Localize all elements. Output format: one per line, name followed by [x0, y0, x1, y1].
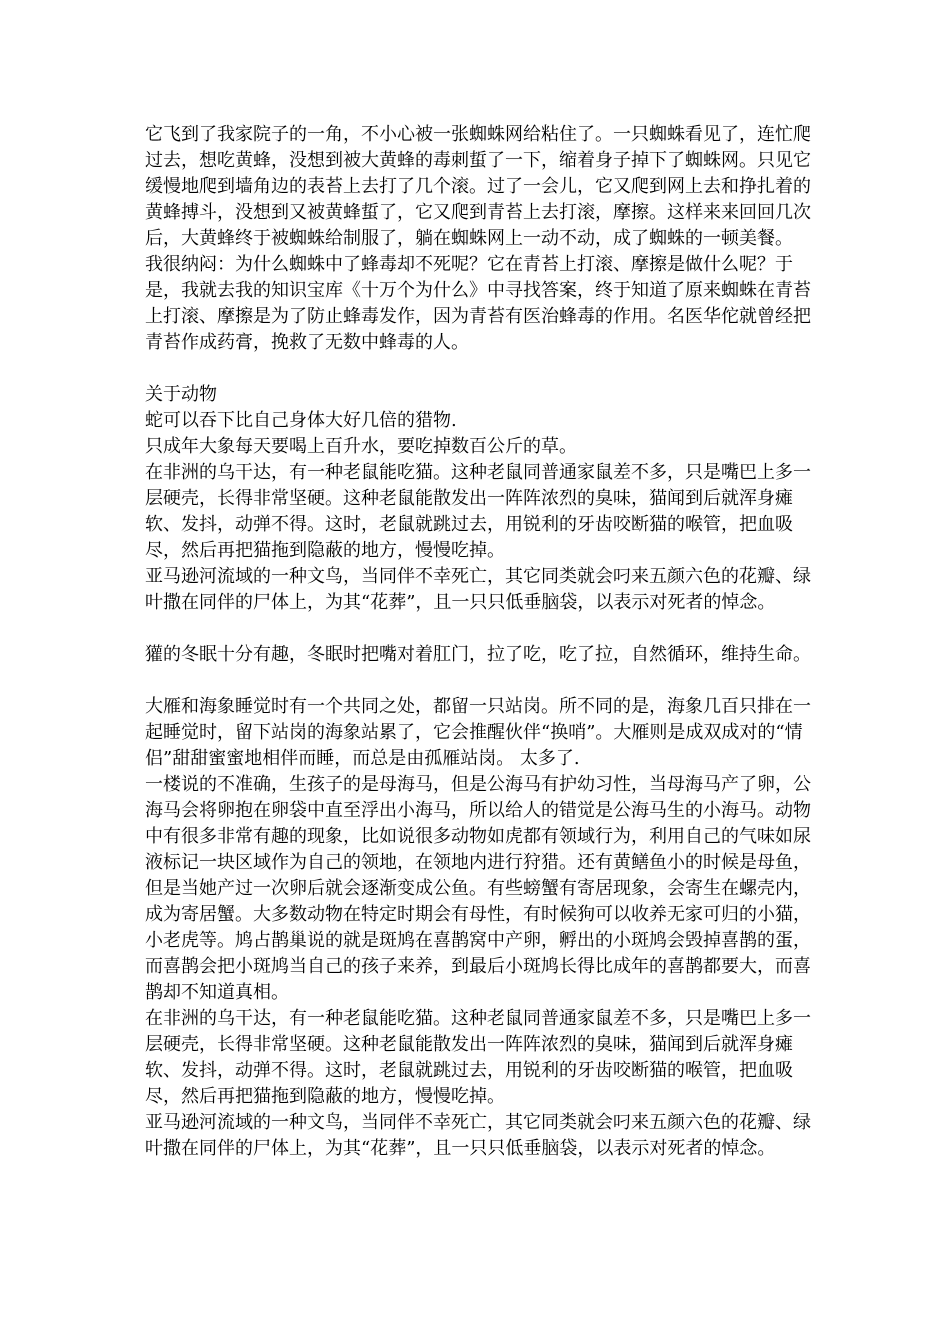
paragraph-spider-moss-explanation: 我很纳闷：为什么蜘蛛中了蜂毒却不死呢？它在青苔上打滚、摩擦是做什么呢？于是，我就去我的知识宝库《十万个为什么》中寻找答案，终于知道了原来蜘蛛在青苔上打滚、摩擦是为了防止蜂毒发作，因为青苔有医治蜂毒的作用。名医华佗就曾经把青苔作成药膏，挽救了无数中蜂毒的人。 — [145, 254, 811, 353]
paragraph-cat-eating-mouse-repeat: 在非洲的乌干达，有一种老鼠能吃猫。这种老鼠同普通家鼠差不多，只是嘴巴上多一层硬壳，长得非常坚硬。这种老鼠能散发出一阵阵浓烈的臭味，猫闻到后就浑身瘫软、发抖，动弹不得。这时，老鼠就跳过去，用锐利的牙齿咬断猫的喉管，把血吸尽，然后再把猫拖到隐蔽的地方，慢慢吃掉。 — [145, 1008, 811, 1107]
blank-line — [145, 356, 811, 382]
section-heading-about-animals: 关于动物 — [145, 384, 217, 405]
paragraph-waxbill-flower-funeral-repeat: 亚马逊河流域的一种文鸟，当同伴不幸死亡，其它同类就会叼来五颜六色的花瓣、绿叶撒在同伴的尸体上，为其“花葬”，且一只只低垂脑袋，以表示对死者的悼念。 — [145, 1112, 811, 1159]
paragraph-badger-hibernation: 獾的冬眠十分有趣，冬眠时把嘴对着肛门，拉了吃，吃了拉，自然循环，维持生命。 — [145, 644, 811, 665]
paragraph-elephant-fact: 只成年大象每天要喝上百升水，要吃掉数百公斤的草。 — [145, 436, 577, 457]
paragraph-cat-eating-mouse: 在非洲的乌干达，有一种老鼠能吃猫。这种老鼠同普通家鼠差不多，只是嘴巴上多一层硬壳，长得非常坚硬。这种老鼠能散发出一阵阵浓烈的臭味，猫闻到后就浑身瘫软、发抖，动弹不得。这时，老鼠就跳过去，用锐利的牙齿咬断猫的喉管，把血吸尽，然后再把猫拖到隐蔽的地方，慢慢吃掉。 — [145, 462, 811, 561]
blank-line — [145, 616, 811, 642]
paragraph-geese-walrus-sentry: 大雁和海象睡觉时有一个共同之处，都留一只站岗。所不同的是，海象几百只排在一起睡觉时，留下站岗的海象站累了，它会推醒伙伴“换哨”。大雁则是成双成对的“情侣”甜甜蜜蜜地相伴而睡，而总是由孤雁站岗。 太多了. — [145, 696, 811, 769]
blank-line — [145, 668, 811, 694]
paragraph-snake-fact: 蛇可以吞下比自己身体大好几倍的猎物. — [145, 410, 457, 431]
paragraph-seahorse-and-animal-facts: 一楼说的不准确，生孩子的是母海马，但是公海马有护幼习性，当母海马产了卵，公海马会将卵抱在卵袋中直至浮出小海马，所以给人的错觉是公海马生的小海马。动物中有很多非常有趣的现象，比如说很多动物如虎都有领域行为，利用自己的气味如尿液标记一块区域作为自己的领地，在领地内进行狩猎。还有黄鳝鱼小的时候是母鱼，但是当她产过一次卵后就会逐渐变成公鱼。有些螃蟹有寄居现象，会寄生在螺壳内，成为寄居蟹。大多数动物在特定时期会有母性，有时候狗可以收养无家可归的小猫，小老虎等。鸠占鹊巢说的就是斑鸠在喜鹊窝中产卵，孵出的小斑鸠会毁掉喜鹊的蛋，而喜鹊会把小斑鸠当自己的孩子来养，到最后小斑鸠长得比成年的喜鹊都要大，而喜鹊却不知道真相。 — [145, 774, 811, 1003]
paragraph-waxbill-flower-funeral: 亚马逊河流域的一种文鸟，当同伴不幸死亡，其它同类就会叼来五颜六色的花瓣、绿叶撒在同伴的尸体上，为其“花葬”，且一只只低垂脑袋，以表示对死者的悼念。 — [145, 566, 811, 613]
document-body — [145, 122, 811, 1162]
paragraph-spider-wasp-story: 它飞到了我家院子的一角，不小心被一张蜘蛛网给粘住了。一只蜘蛛看见了，连忙爬过去，想吃黄蜂，没想到被大黄蜂的毒刺蜇了一下，缩着身子掉下了蜘蛛网。只见它缓慢地爬到墙角边的表苔上去打了几个滚。过了一会儿，它又爬到网上去和挣扎着的黄蜂搏斗，没想到又被黄蜂蜇了，它又爬到青苔上去打滚，摩擦。这样来来回回几次后，大黄蜂终于被蜘蛛给制服了，躺在蜘蛛网上一动不动，成了蜘蛛的一顿美餐。 — [145, 124, 811, 249]
